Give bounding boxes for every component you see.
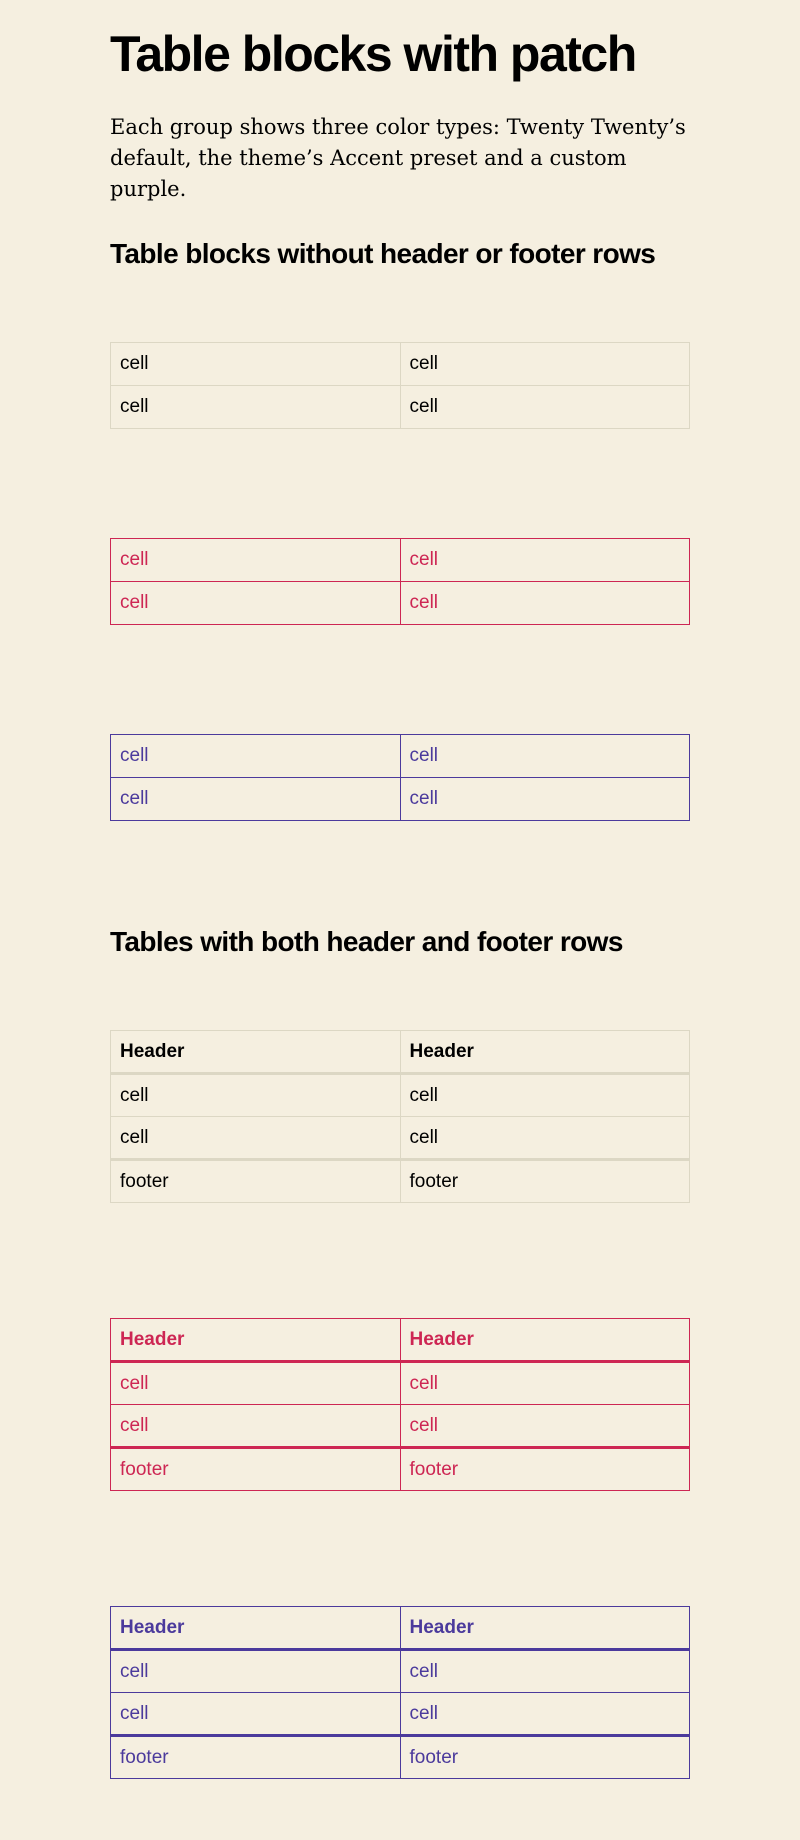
table-row [111,1693,690,1736]
table-cell: cell [111,1405,401,1448]
full-table-purple [110,1606,690,1779]
page-title: Table blocks with patch [110,26,636,82]
table-footer-row [111,1160,690,1203]
table-header-row [111,1319,690,1362]
table-cell: cell [111,1074,401,1117]
table-cell: cell [111,582,401,625]
table-cell: cell [400,1650,690,1693]
table-row [111,343,690,386]
section-heading-full: Tables with both header and footer rows [110,926,623,957]
table-cell: cell [400,778,690,821]
table-cell: cell [400,1362,690,1405]
table-header-cell: Header [111,1031,401,1074]
table-footer-cell: footer [111,1448,401,1491]
table-cell: cell [400,1117,690,1160]
table-cell: cell [111,778,401,821]
plain-table-purple [110,734,690,821]
table-row [111,1074,690,1117]
table-row [111,1650,690,1693]
table-footer-cell: footer [111,1736,401,1779]
table-row [111,735,690,778]
table-cell: cell [111,735,401,778]
table-row [111,582,690,625]
table-header-cell: Header [400,1607,690,1650]
table-footer-row [111,1736,690,1779]
table-header-cell: Header [111,1319,401,1362]
table-cell: cell [400,582,690,625]
section-heading-plain: Table blocks without header or footer rows [110,238,656,269]
table-row [111,1117,690,1160]
table-footer-cell: footer [400,1448,690,1491]
table-cell: cell [111,343,401,386]
table-cell: cell [400,539,690,582]
intro-paragraph: Each group shows three color types: Twenty Twenty’s default, the theme’s Accent preset and a custom purple. [110,115,686,201]
table-row [111,539,690,582]
plain-table-default [110,342,690,429]
table-header-row [111,1607,690,1650]
table-header-cell: Header [400,1031,690,1074]
table-header-cell: Header [400,1319,690,1362]
table-cell: cell [400,386,690,429]
table-cell: cell [400,343,690,386]
table-row [111,1362,690,1405]
full-table-accent [110,1318,690,1491]
table-cell: cell [400,1405,690,1448]
full-table-default [110,1030,690,1203]
table-cell: cell [111,386,401,429]
table-cell: cell [111,1362,401,1405]
table-footer-cell: footer [400,1736,690,1779]
table-footer-row [111,1448,690,1491]
table-cell: cell [400,1693,690,1736]
table-cell: cell [400,1074,690,1117]
table-row [111,386,690,429]
table-cell: cell [111,1117,401,1160]
table-row [111,1405,690,1448]
table-cell: cell [111,1650,401,1693]
table-footer-cell: footer [400,1160,690,1203]
plain-table-accent [110,538,690,625]
table-header-row [111,1031,690,1074]
table-cell: cell [400,735,690,778]
table-header-cell: Header [111,1607,401,1650]
table-row [111,778,690,821]
table-footer-cell: footer [111,1160,401,1203]
table-cell: cell [111,1693,401,1736]
table-cell: cell [111,539,401,582]
